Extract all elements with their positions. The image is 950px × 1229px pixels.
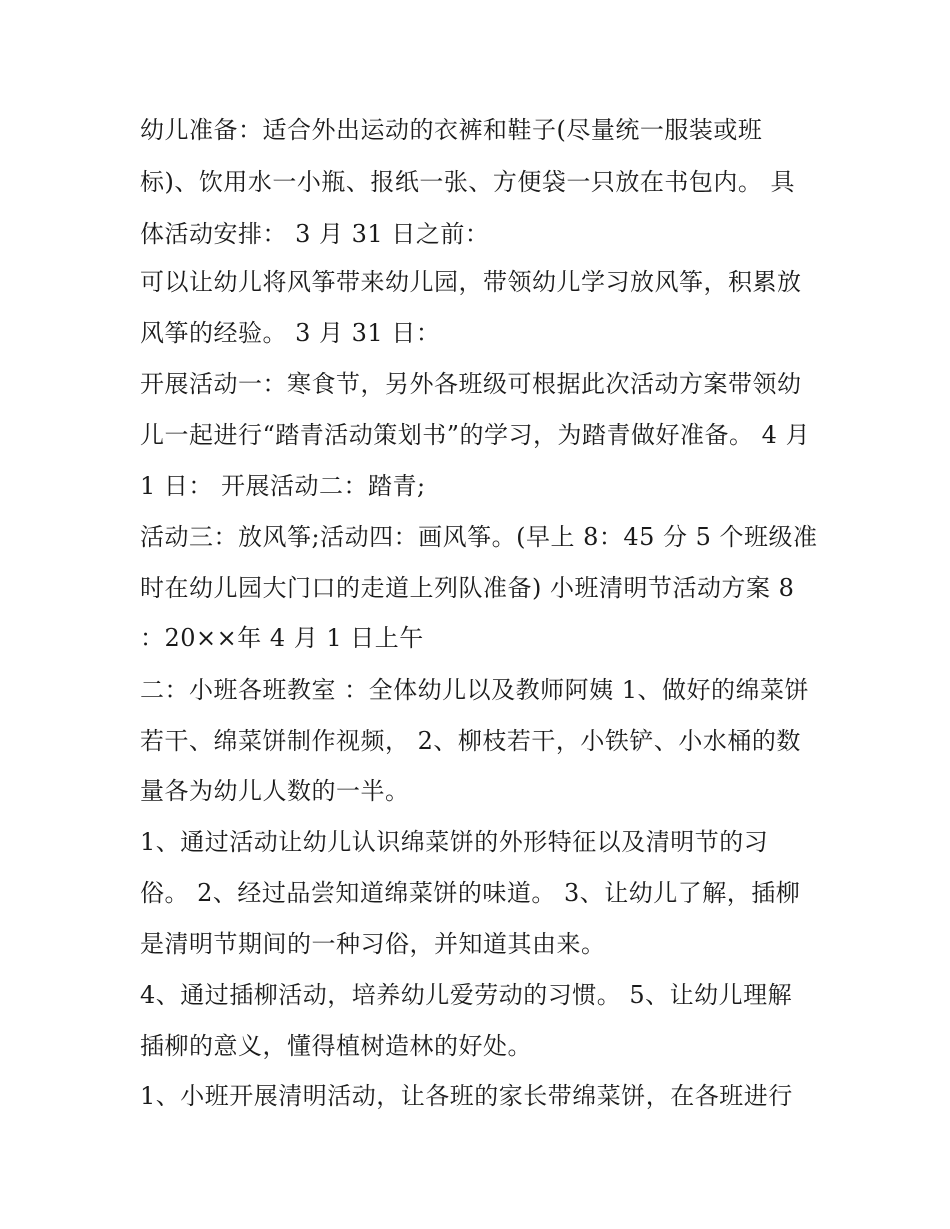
text-line: 体活动安排： 3 月 31 日之前： [140, 220, 490, 248]
text-line: 时在幼儿园大门口的走道上列队准备) 小班清明节活动方案 8 [140, 574, 795, 602]
text-line: 开展活动一：寒食节，另外各班级可根据此次活动方案带领幼 [140, 370, 802, 398]
text-line: 4、通过插柳活动，培养幼儿爱劳动的习惯。 5、让幼儿理解 [140, 981, 793, 1009]
text-line: 1、通过活动让幼儿认识绵菜饼的外形特征以及清明节的习 [140, 828, 769, 856]
text-line: 1、小班开展清明活动，让各班的家长带绵菜饼，在各班进行 [140, 1082, 793, 1110]
text-line: 是清明节期间的一种习俗，并知道其由来。 [140, 930, 606, 958]
text-line: 幼儿准备：适合外出运动的衣裤和鞋子(尽量统一服装或班 [140, 116, 763, 144]
text-line: 标)、饮用水一小瓶、报纸一张、方便袋一只放在书包内。 具 [140, 168, 795, 196]
text-line: 风筝的经验。 3 月 31 日： [140, 319, 441, 347]
text-line: 活动三：放风筝;活动四：画风筝。(早上 8：45 分 5 个班级准 [140, 523, 818, 551]
text-line: 若干、绵菜饼制作视频， 2、柳枝若干，小铁铲、小水桶的数 [140, 727, 801, 755]
text-line: 儿一起进行“踏青活动策划书”的学习，为踏青做好准备。 4 月 [140, 421, 811, 449]
text-line: 1 日： 开展活动二：踏青; [140, 472, 426, 500]
text-line: 二：小班各班教室 ：全体幼儿以及教师阿姨 1、做好的绵菜饼 [140, 676, 810, 704]
text-line: ：20××年 4 月 1 日上午 [140, 624, 424, 652]
text-line: 可以让幼儿将风筝带来幼儿园，带领幼儿学习放风筝，积累放 [140, 268, 802, 296]
text-line: 俗。 2、经过品尝知道绵菜饼的味道。 3、让幼儿了解，插柳 [140, 879, 801, 907]
text-line: 插柳的意义，懂得植树造林的好处。 [140, 1032, 532, 1060]
text-line: 量各为幼儿人数的一半。 [140, 777, 410, 805]
